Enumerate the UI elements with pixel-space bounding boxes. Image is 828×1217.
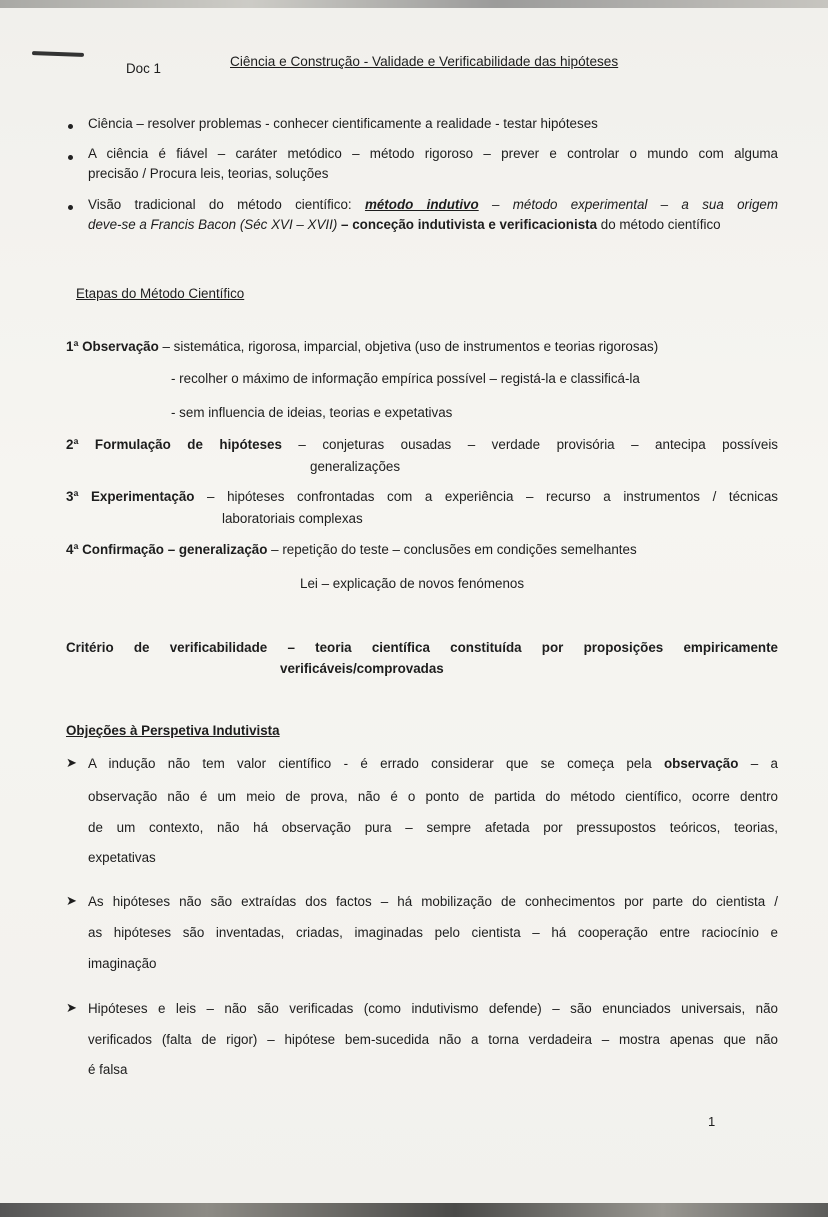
objecao-2-line3: imaginação (88, 956, 157, 971)
objecao-1-line4: expetativas (88, 850, 156, 865)
step-4: 4ª Confirmação – generalização – repetição do teste – conclusões em condições semelhantes (66, 542, 637, 557)
step-2: 2ª Formulação de hipóteses – conjeturas ousadas – verdade provisória – antecipa possíveis (66, 437, 778, 452)
step-3-cont: laboratoriais complexas (222, 511, 363, 526)
page-top-edge (0, 0, 828, 8)
criterio-line2: verificáveis/comprovadas (280, 661, 444, 676)
arrow-bullet-icon: ➤ (66, 1000, 77, 1015)
objecao-3-line1: Hipóteses e leis – não são verificadas (como indutivismo defende) – são enunciados universais, não (88, 1001, 778, 1016)
arrow-bullet-icon: ➤ (66, 893, 77, 908)
bullet-3-line1: Visão tradicional do método científico: método indutivo – método experimental – a sua origem (88, 197, 779, 212)
objecao-2-line2: as hipóteses são inventadas, criadas, imaginadas pelo cientista – há cooperação entre raciocínio e (88, 925, 778, 940)
etapas-heading: Etapas do Método Científico (76, 286, 245, 301)
bullet-dot (68, 205, 73, 210)
objecao-2-line1: As hipóteses não são extraídas dos factos – há mobilização de conhecimentos por parte do cientista / (88, 894, 778, 909)
bullet-dot (68, 124, 73, 129)
step-4-cont: Lei – explicação de novos fenómenos (300, 576, 525, 591)
arrow-bullet-icon: ➤ (66, 755, 77, 770)
objecoes-heading: Objeções à Perspetiva Indutivista (66, 723, 280, 738)
objecao-3-line3: é falsa (88, 1062, 128, 1077)
bullet-2-line2: precisão / Procura leis, teorias, soluções (88, 166, 329, 181)
staple-mark (32, 51, 84, 57)
bullet-3-line2: deve-se a Francis Bacon (Séc XVI – XVII) – conceção indutivista e verificacionista do método científico (88, 217, 721, 232)
objecao-1-line1: A indução não tem valor científico - é errado considerar que se começa pela observação – a (88, 756, 778, 771)
step-1: 1ª Observação – sistemática, rigorosa, imparcial, objetiva (uso de instrumentos e teorias rigorosas) (66, 339, 659, 354)
doc-label: Doc 1 (126, 61, 161, 76)
bullet-dot (68, 155, 73, 160)
objecao-3-line2: verificados (falta de rigor) – hipótese bem-sucedida não a torna verdadeira – mostra apenas que não (88, 1032, 778, 1047)
step-2-cont: generalizações (310, 459, 401, 474)
step-3: 3ª Experimentação – hipóteses confrontadas com a experiência – recurso a instrumentos / técnicas (66, 489, 779, 504)
criterio-line1: Critério de verificabilidade – teoria científica constituída por proposições empiricamente (66, 640, 778, 655)
step-1-sub1: - recolher o máximo de informação empírica possível – registá-la e classificá-la (171, 371, 640, 386)
bullet-2-line1: A ciência é fiável – caráter metódico – método rigoroso – prever e controlar o mundo com alguma (88, 146, 778, 161)
step-1-sub2: - sem influencia de ideias, teorias e expetativas (171, 405, 453, 420)
objecao-1-line3: de um contexto, não há observação pura – sempre afetada por pressupostos teóricos, teorias, (88, 820, 778, 835)
page-title: Ciência e Construção - Validade e Verificabilidade das hipóteses (230, 54, 619, 69)
page-number: 1 (708, 1114, 716, 1129)
objecao-1-line2: observação não é um meio de prova, não é o ponto de partida do método científico, ocorre dentro (88, 789, 778, 804)
bullet-1-text: Ciência – resolver problemas - conhecer cientificamente a realidade - testar hipóteses (88, 116, 598, 131)
page-bottom-edge (0, 1203, 828, 1217)
